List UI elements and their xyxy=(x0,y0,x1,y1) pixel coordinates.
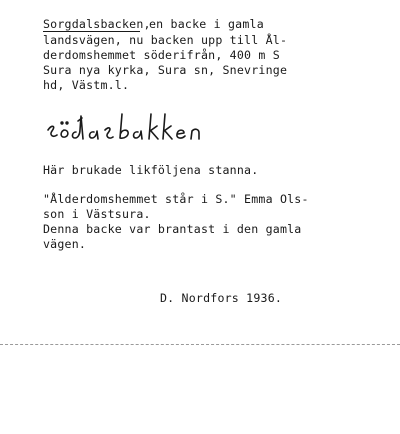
headword: Sorgdalsbacken, xyxy=(43,17,151,31)
note-line-3: son i Västsura. xyxy=(43,207,151,221)
entry-line-5: hd, Västm.l. xyxy=(43,78,130,92)
entry-line-2: landsvägen, nu backen upp till Ål- xyxy=(43,33,288,47)
note-line-4: Denna backe var brantast i den gamla xyxy=(43,222,302,236)
entry-line-3: derdomshemmet söderifrån, 400 m S xyxy=(43,48,280,62)
note-line-5: vägen. xyxy=(43,237,87,251)
entry-line-1: en backe i gamla xyxy=(149,17,264,31)
signature: D. Nordfors 1936. xyxy=(160,291,283,305)
note-line-2: "Ålderdomshemmet står i S." Emma Ols- xyxy=(43,192,309,206)
card-bottom-rule xyxy=(0,344,400,345)
handwritten-pronunciation xyxy=(42,108,252,148)
headword-underline xyxy=(43,31,140,32)
entry-line-4: Sura nya kyrka, Sura sn, Snevringe xyxy=(43,63,288,77)
note-line-1: Här brukade likföljena stanna. xyxy=(43,163,259,177)
